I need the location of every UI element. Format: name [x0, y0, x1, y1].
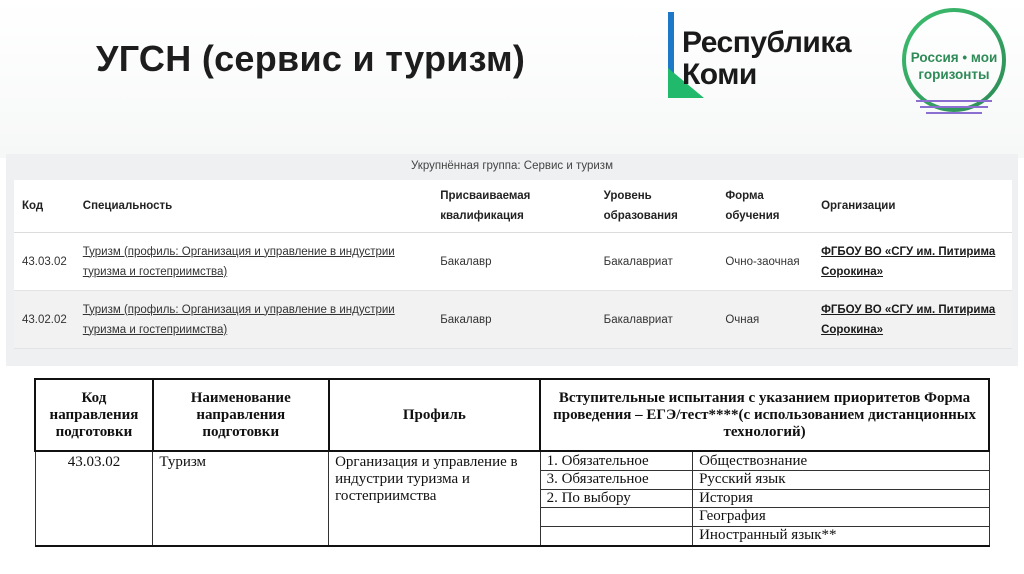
exam-type — [541, 508, 693, 527]
col-header-code: Код — [14, 180, 75, 233]
cell-specialty — [75, 233, 432, 291]
horizons-stripes-icon — [916, 100, 992, 120]
republic-komi-logo — [668, 12, 882, 98]
specialty-link[interactable]: Туризм (профиль: Организация и управление в индустрии туризма и гостеприимства) — [82, 245, 395, 278]
cell-specialty — [75, 291, 432, 349]
col-header-form: Форма обучения — [717, 180, 813, 233]
table-header-row — [14, 180, 1012, 233]
table-row — [14, 233, 1012, 291]
col-header-organizations: Организации — [813, 180, 1012, 233]
komi-logo-line1: Республика — [682, 26, 852, 59]
doc-header-row — [35, 379, 989, 451]
exam-row — [541, 452, 989, 471]
exam-type — [541, 526, 693, 545]
exam-type: 3. Обязательное — [541, 471, 693, 490]
komi-logo-line2: Коми — [682, 58, 757, 91]
exam-subject: Обществознание — [693, 452, 989, 471]
cell-code: 43.03.02 — [14, 233, 75, 291]
col-header-qualification: Присваиваемая квалификация — [432, 180, 595, 233]
doc-header-exams: Вступительные испытания с указанием приоритетов Форма проведения – ЕГЭ/тест****(с использованием дистанционных технологий) — [540, 379, 989, 451]
exam-row — [541, 508, 989, 527]
doc-cell-exams — [540, 451, 989, 546]
doc-row — [35, 451, 989, 546]
horizons-logo-line2: горизонты — [918, 67, 990, 82]
cell-form: Очная — [717, 291, 813, 349]
exam-type: 1. Обязательное — [541, 452, 693, 471]
col-header-level: Уровень образования — [596, 180, 718, 233]
russia-my-horizons-logo — [890, 4, 1018, 124]
exam-row — [541, 471, 989, 490]
specialty-link[interactable]: Туризм (профиль: Организация и управление в индустрии туризма и гостеприимства) — [82, 303, 395, 336]
table-row — [14, 291, 1012, 349]
doc-header-profile: Профиль — [329, 379, 541, 451]
organization-link[interactable]: ФГБОУ ВО «СГУ им. Питирима Сорокина» — [821, 303, 996, 336]
cell-code: 43.02.02 — [14, 291, 75, 349]
cell-qualification: Бакалавр — [432, 233, 595, 291]
exam-row — [541, 526, 989, 545]
exam-list — [541, 452, 989, 545]
doc-cell-code: 43.03.02 — [35, 451, 153, 546]
doc-header-name: Наименование направления подготовки — [153, 379, 329, 451]
doc-cell-name: Туризм — [153, 451, 329, 546]
col-header-specialty: Специальность — [75, 180, 432, 233]
slide-title: УГСН (сервис и туризм) — [96, 38, 526, 79]
exam-row — [541, 489, 989, 508]
cell-level: Бакалавриат — [596, 233, 718, 291]
doc-cell-profile: Организация и управление в индустрии туризма и гостеприимства — [329, 451, 541, 546]
exam-subject: Иностранный язык** — [699, 527, 837, 543]
group-title: Укрупнённая группа: Сервис и туризм — [411, 160, 613, 172]
horizons-logo-line1: Россия • мои — [910, 50, 998, 65]
doc-header-code: Код направления подготовки — [35, 379, 153, 451]
exam-subject: История — [693, 489, 989, 508]
specialty-web-table-panel — [6, 154, 1018, 366]
exam-subject: Русский язык — [693, 471, 989, 490]
specialty-table — [14, 180, 1012, 349]
cell-level: Бакалавриат — [596, 291, 718, 349]
cell-form: Очно-заочная — [717, 233, 813, 291]
exam-type: 2. По выбору — [541, 489, 693, 508]
cell-organization — [813, 291, 1012, 349]
entrance-exams-table — [34, 378, 990, 547]
exam-subject: География — [693, 508, 989, 527]
cell-qualification: Бакалавр — [432, 291, 595, 349]
cell-organization — [813, 233, 1012, 291]
organization-link[interactable]: ФГБОУ ВО «СГУ им. Питирима Сорокина» — [821, 245, 996, 278]
